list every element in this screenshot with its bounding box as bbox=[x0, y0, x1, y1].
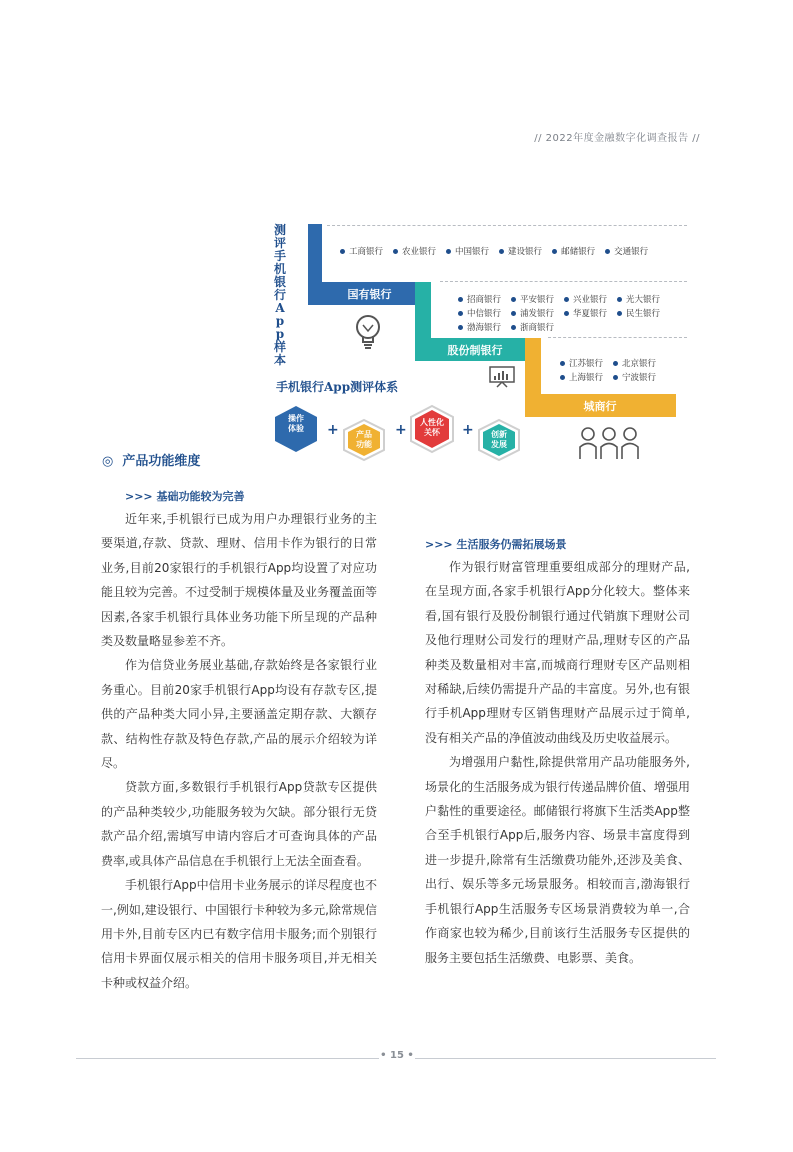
hex-product-label: 产品 功能 bbox=[356, 430, 372, 449]
bullet-icon bbox=[340, 249, 345, 254]
bullet-icon bbox=[560, 361, 565, 366]
bank-item: 宁波银行 bbox=[613, 371, 656, 383]
bullet-icon bbox=[499, 249, 504, 254]
paragraph: 作为银行财富管理重要组成部分的理财产品,在呈现方面,各家手机银行App分化较大。整体来看,国有银行及股份制银行通过代销旗下理财公司及他行理财公司发行的理财产品,理财专区的产品种类及数量相对丰富,而城商行理财专区产品则相对稀缺,后续仍需提升产品的丰富度。另外,也有银行手机App理财专区销售理财产品展示过于简单,没有相关产品的净值波动曲线及历史收益展示。 bbox=[425, 560, 690, 745]
bullet-icon bbox=[564, 311, 569, 316]
divider bbox=[327, 225, 687, 226]
hex-innovation-label: 创新 发展 bbox=[491, 430, 507, 449]
bank-item: 光大银行 bbox=[617, 293, 660, 305]
evaluation-diagram bbox=[0, 0, 793, 470]
plus-sign: + bbox=[327, 422, 339, 438]
hex-operation-label: 操作 体验 bbox=[288, 414, 304, 433]
tier-label-state-owned: 国有银行 bbox=[347, 287, 392, 301]
bullet-icon bbox=[458, 297, 463, 302]
hex-care-label: 人性化 关怀 bbox=[420, 418, 444, 437]
bank-item: 中信银行 bbox=[458, 307, 501, 319]
bank-item: 华夏银行 bbox=[564, 307, 607, 319]
bank-item: 上海银行 bbox=[560, 371, 603, 383]
bank-row bbox=[458, 293, 670, 305]
divider bbox=[440, 281, 687, 282]
tier-label-city: 城商行 bbox=[583, 399, 617, 413]
bullet-icon bbox=[560, 375, 565, 380]
paragraph: 近年来,手机银行已成为用户办理银行业务的主要渠道,存款、贷款、理财、信用卡作为银行的日常业务,目前20家银行的手机银行App均设置了对应功能且较为完善。不过受制于规模体量及业务覆盖面等因素,各家手机银行具体业务功能下所呈现的产品种类及数量略显参差不齐。 bbox=[101, 512, 378, 649]
presentation-icon bbox=[489, 366, 515, 388]
bullet-icon bbox=[617, 311, 622, 316]
bank-row bbox=[560, 357, 666, 369]
page-number: • 15 • bbox=[380, 1050, 414, 1061]
bank-item: 平安银行 bbox=[511, 293, 554, 305]
bank-item: 工商银行 bbox=[340, 245, 383, 257]
paragraph: 为增强用户黏性,除提供常用产品功能服务外,场景化的生活服务成为银行传递品牌价值、增强用户黏性的重要途径。邮储银行将旗下生活类App整合至手机银行App后,服务内容、场景丰富度得到进一步提升,除常有生活缴费功能外,还涉及美食、出行、娱乐等多元场景服务。相较而言,渤海银行手机银行App生活服务专区场景消费较为单一,合作商家也较为稀少,目前该行生活服务专区提供的服务主要包括生活缴费、电影票、美食。 bbox=[425, 755, 690, 965]
bank-item: 浙商银行 bbox=[511, 321, 554, 333]
bank-item: 农业银行 bbox=[393, 245, 436, 257]
bullet-icon bbox=[617, 297, 622, 302]
left-column bbox=[101, 507, 377, 995]
right-subtitle: >>> 生活服务仍需拓展场景 bbox=[425, 538, 567, 551]
section-title: ◎ 产品功能维度 bbox=[102, 454, 201, 469]
bullet-icon bbox=[458, 311, 463, 316]
tier-label-joint-stock: 股份制银行 bbox=[447, 343, 503, 357]
bullet-icon bbox=[613, 361, 618, 366]
bank-item: 江苏银行 bbox=[560, 357, 603, 369]
bank-row bbox=[560, 371, 666, 383]
divider bbox=[548, 337, 687, 338]
bullet-icon bbox=[458, 325, 463, 330]
lightbulb-icon bbox=[352, 312, 384, 352]
bullet-icon bbox=[393, 249, 398, 254]
bullet-icon bbox=[552, 249, 557, 254]
diagram-vertical-title: 测评手机银行App样本 bbox=[273, 223, 286, 367]
bullet-icon bbox=[564, 297, 569, 302]
bullet-icon bbox=[511, 325, 516, 330]
bank-item: 渤海银行 bbox=[458, 321, 501, 333]
bank-item: 建设银行 bbox=[499, 245, 542, 257]
plus-sign: + bbox=[462, 422, 474, 438]
bank-item: 邮储银行 bbox=[552, 245, 595, 257]
bank-row bbox=[340, 245, 658, 257]
bank-item: 招商银行 bbox=[458, 293, 501, 305]
paragraph: 手机银行App中信用卡业务展示的详尽程度也不一,例如,建设银行、中国银行卡种较为多元,除常规信用卡外,目前专区内已有数字信用卡服务;而个别银行信用卡界面仅展示相关的信用卡服务项目,并无相关卡种或权益介绍。 bbox=[101, 878, 377, 990]
plus-sign: + bbox=[395, 422, 407, 438]
circle-icon: ◎ bbox=[102, 454, 114, 469]
paragraph: 作为信贷业务展业基础,存款始终是各家银行业务重心。目前20家手机银行App均设有存款专区,提供的产品种类大同小异,主要涵盖定期存款、大额存款、结构性存款及特色存款,产品的展示介绍较为详尽。 bbox=[101, 658, 377, 771]
left-subtitle: >>> 基础功能较为完善 bbox=[125, 490, 245, 503]
bullet-icon bbox=[446, 249, 451, 254]
system-title: 手机银行App测评体系 bbox=[276, 380, 399, 394]
bank-item: 民生银行 bbox=[617, 307, 660, 319]
report-header: // 2022年度金融数字化调查报告 // bbox=[534, 133, 700, 144]
bank-item: 交通银行 bbox=[605, 245, 648, 257]
bullet-icon bbox=[605, 249, 610, 254]
people-icon bbox=[578, 425, 640, 461]
bank-item: 北京银行 bbox=[613, 357, 656, 369]
bank-row bbox=[458, 307, 670, 319]
paragraph: 贷款方面,多数银行手机银行App贷款专区提供的产品种类较少,功能服务较为欠缺。部分银行无贷款产品介绍,需填写申请内容后才可查询具体的产品费率,或具体产品信息在手机银行上无法全面查看。 bbox=[101, 780, 377, 868]
bank-item: 兴业银行 bbox=[564, 293, 607, 305]
bank-item: 中国银行 bbox=[446, 245, 489, 257]
bullet-icon bbox=[511, 311, 516, 316]
right-column bbox=[425, 555, 690, 970]
bullet-icon bbox=[613, 375, 618, 380]
bank-row bbox=[458, 321, 564, 333]
bank-item: 浦发银行 bbox=[511, 307, 554, 319]
bullet-icon bbox=[511, 297, 516, 302]
